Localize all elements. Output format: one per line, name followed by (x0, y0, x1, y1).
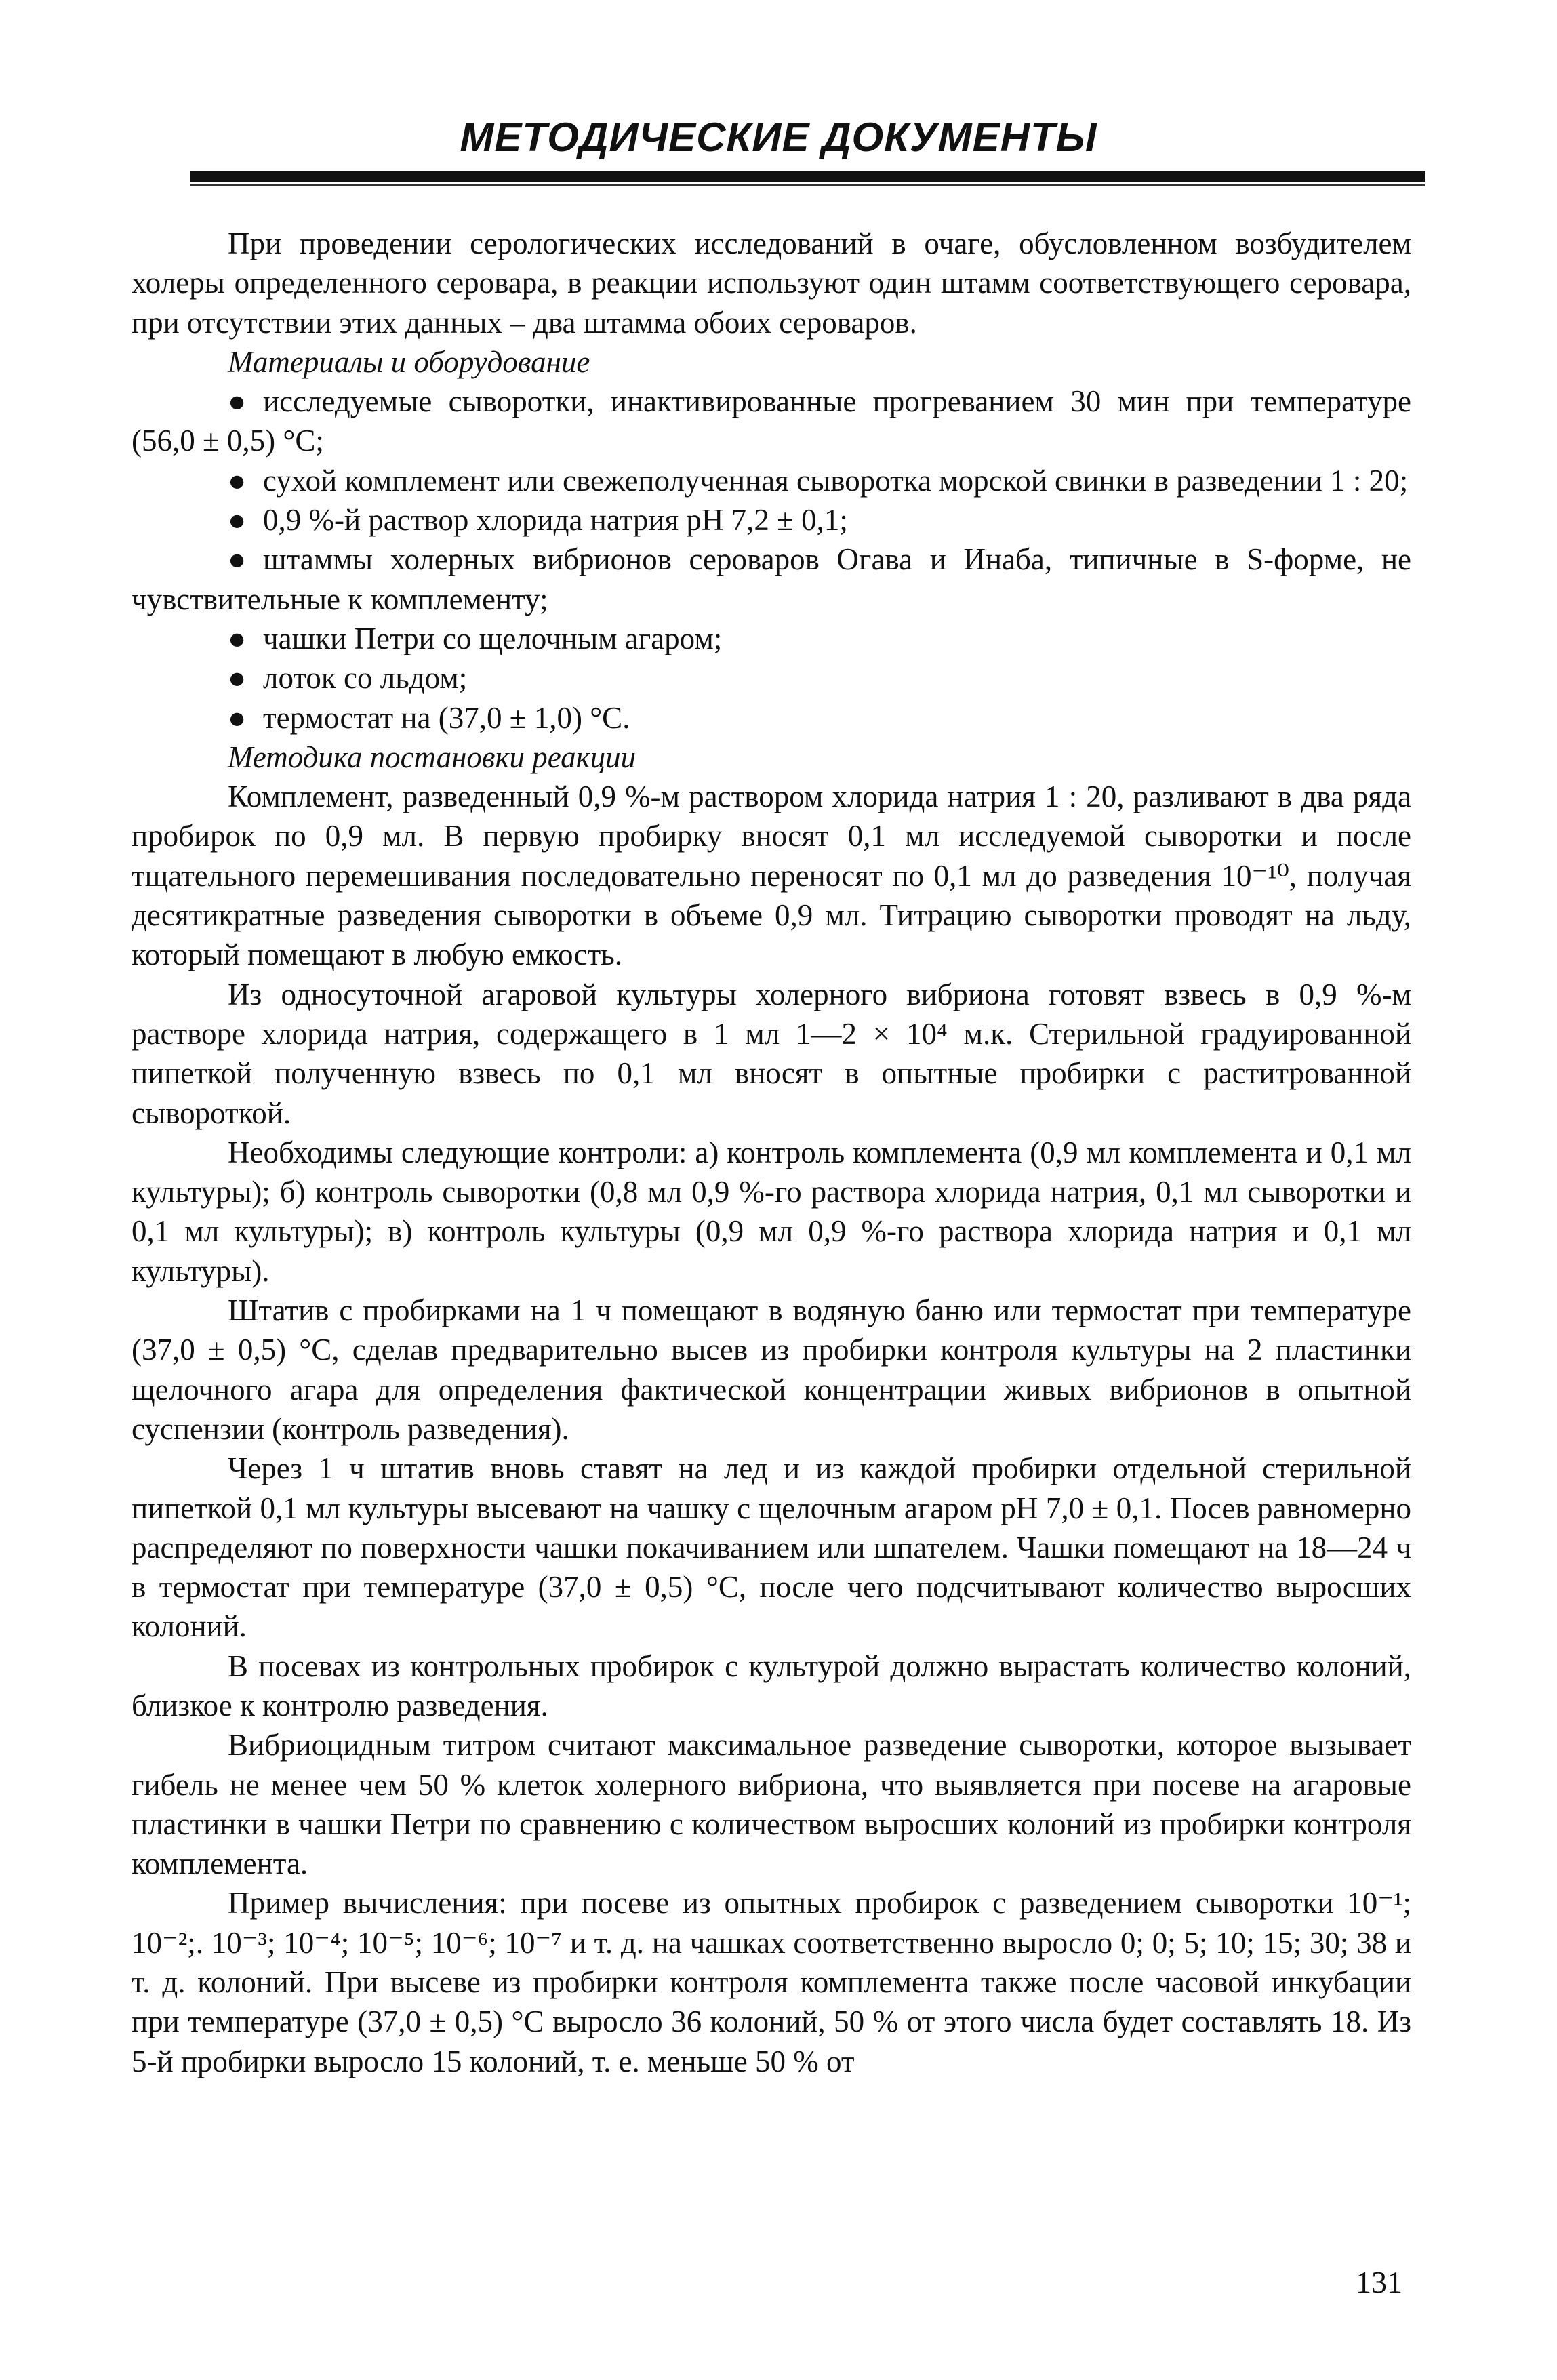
paragraph-complement: Комплемент, разведенный 0,9 %-м раствором хлорида натрия 1 : 20, разливают в два ряда пробирок по 0,9 мл. В первую пробирку вносят 0,1 мл исследуемой сыворотки и после тщательного перемешивания последовательно переносят по 0,1 мл до разведения 10⁻¹⁰, получая десятикратные разведения сыворотки в объеме 0,9 мл. Титрацию сыворотки проводят на льду, который помещают в любую емкость. (132, 780, 1411, 972)
paragraph-example: Пример вычисления: при посеве из опытных пробирок с разведением сыворотки 10⁻¹; 10⁻²;. 10⁻³; 10⁻⁴; 10⁻⁵; 10⁻⁶; 10⁻⁷ и т. д. на чашках соответственно выросло 0; 0; 5; 10; 15; 30; 38 и т. д. колоний. При высеве из пробирки контроля комплемента также после часовой инкубации при температуре (37,0 ± 0,5) °С выросло 36 колоний, 50 % от этого числа будет составлять 18. Из 5-й пробирки выросло 15 колоний, т. е. меньше 50 % от (132, 1886, 1411, 2078)
bullet-icon: ● (228, 384, 247, 419)
page-number: 131 (1356, 2265, 1402, 2299)
paragraph-control-tubes: В посевах из контрольных пробирок с культурой должно вырастать количество колоний, близкое к контролю разведения. (132, 1649, 1411, 1722)
paragraph-culture: Из односуточной агаровой культуры холерного вибриона готовят взвесь в 0,9 %-м растворе хлорида натрия, содержащего в 1 мл 1—2 × 10⁴ м.к. Стерильной градуированной пипеткой полученную взвесь по 0,1 мл вносят в опытные пробирки с раститрованной сывороткой. (132, 977, 1411, 1130)
paragraph-incubation: Штатив с пробирками на 1 ч помещают в водяную баню или термостат при температуре (37,0 ± 0,5) °С, сделав предварительно высев из пробирки контроля культуры на 2 пластинки щелочного агара для определения фактической концентрации живых вибрионов в опытной суспензии (контроль разведения). (132, 1293, 1411, 1446)
bullet-icon: ● (228, 700, 247, 735)
bullet-icon: ● (228, 542, 247, 577)
running-header: МЕТОДИЧЕСКИЕ ДОКУМЕНТЫ (460, 115, 1097, 160)
body-text (132, 224, 1411, 2081)
paragraph-intro: При проведении серологических исследований в очаге, обусловленном возбудителем холеры определенного серовара, в реакции используют один штамм соответствующего серовара, при отсутствии этих данных – два штамма обоих сероваров. (132, 226, 1411, 340)
materials-item: ● сухой комплемент или свежеполученная сыворотка морской свинки в разведении 1 : 20; (132, 461, 1411, 500)
materials-item: ● исследуемые сыворотки, инактивированные прогреванием 30 мин при температуре (56,0 ± 0,5) °С; (132, 382, 1411, 461)
bullet-icon: ● (228, 503, 247, 538)
bullet-icon: ● (228, 621, 247, 655)
header-rule-thin (190, 184, 1425, 186)
header-rule (190, 171, 1425, 182)
paragraph-titer: Вибриоцидным титром считают максимальное разведение сыворотки, которое вызывает гибель не менее чем 50 % клеток холерного вибриона, что выявляется при посеве на агаровые пластинки в чашки Петри по сравнению с количеством выросших колоний из пробирки контроля комплемента. (132, 1728, 1411, 1881)
subheading-method: Методика постановки реакции (228, 740, 636, 774)
materials-item: ● термостат на (37,0 ± 1,0) °С. (132, 698, 1411, 738)
paragraph-controls: Необходимы следующие контроли: а) контроль комплемента (0,9 мл комплемента и 0,1 мл культуры); б) контроль сыворотки (0,8 мл 0,9 %-го раствора хлорида натрия, 0,1 мл сыворотки и 0,1 мл культуры); в) контроль культуры (0,9 мл 0,9 %-го раствора хлорида натрия и 0,1 мл культуры). (132, 1135, 1411, 1288)
bullet-icon: ● (228, 661, 247, 695)
materials-item: ● чашки Петри со щелочным агаром; (132, 619, 1411, 658)
bullet-icon: ● (228, 463, 247, 498)
materials-item: ● 0,9 %-й раствор хлорида натрия pH 7,2 ± 0,1; (132, 500, 1411, 540)
materials-item: ● лоток со льдом; (132, 658, 1411, 698)
subheading-materials: Материалы и оборудование (228, 344, 590, 379)
materials-item: ● штаммы холерных вибрионов сероваров Огава и Инаба, типичные в S-форме, не чувствительные к комплементу; (132, 540, 1411, 619)
paragraph-plating: Через 1 ч штатив вновь ставят на лед и из каждой пробирки отдельной стерильной пипеткой 0,1 мл культуры высевают на чашку с щелочным агаром pH 7,0 ± 0,1. Посев равномерно распределяют по поверхности чашки покачиванием или шпателем. Чашки помещают на 18—24 ч в термостат при температуре (37,0 ± 0,5) °С, после чего подсчитывают количество выросших колоний. (132, 1451, 1411, 1644)
